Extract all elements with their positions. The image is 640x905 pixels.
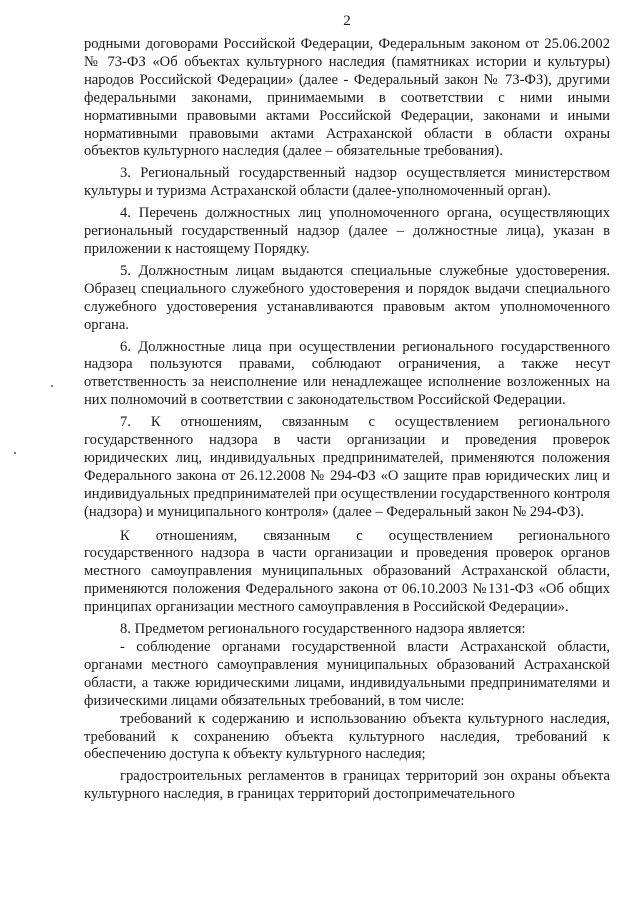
paragraph-8-subitem-2: градостроительных регламентов в границах территорий зон охраны объекта культурного наследия, в границах территорий достопримечательного <box>84 768 610 803</box>
paragraph-8-item: - соблюдение органами государственной власти Астраханской области, органами местного самоуправления муниципальных образований Астраханской области, а также юридическими лицами, индивидуальными предпринимателями и физическими лицами обязательных требований, в том числе: <box>84 639 610 709</box>
page-number: 2 <box>343 13 351 29</box>
paragraph-5: 5. Должностным лицам выдаются специальные служебные удостоверения. Образец специального служебного удостоверения и порядок выдачи специального служебного удостоверения устанавливаются правовым актом уполномоченного органа. <box>84 262 610 333</box>
paragraph-7: 7. К отношениям, связанным с осуществлением регионального государственного надзора в части организации и проведения проверок юридических лиц, индивидуальных предпринимателей, применяются положения Федерального закона от 26.12.2008 № 294-ФЗ «О защите прав юридических лиц и индивидуальных предпринимателей при осуществлении государственного контроля (надзора) и муниципального контроля» (далее – Федеральный закон № 294-ФЗ). <box>84 414 610 520</box>
paragraph-6: 6. Должностные лица при осуществлении регионального государственного надзора пользуются правами, соблюдают ограничения, а также несут ответственность за неисполнение или ненадлежащее исполнение возложенных на них полномочий в соответствии с законодательством Российской Федерации. <box>84 338 610 409</box>
paragraph-3: 3. Региональный государственный надзор осуществляется министерством культуры и туризма Астраханской области (далее-уполномоченный орган). <box>84 165 610 200</box>
paragraph-7-cont: К отношениям, связанным с осуществлением регионального государственного надзора в части организации и проведения проверок органов местного самоуправления муниципальных образований Астраханской области, применяются положения Федерального закона от 06.10.2003 №131-ФЗ «Об общих принципах организации местного самоуправления в Российской Федерации». <box>84 527 610 616</box>
scan-speck <box>14 452 16 454</box>
paragraph-8: 8. Предметом регионального государственного надзора является: <box>120 621 526 638</box>
paragraph-continuation: родными договорами Российской Федерации, Федеральным законом от 25.06.2002 № 73-ФЗ «Об объектах культурного наследия (памятниках истории и культуры) народов Российской Федерации» (далее - Федеральный закон № 73-ФЗ), другими федеральными законами, принимаемыми в соответствии с ними иными нормативными правовыми актами Российской Федерации, законами и иными нормативными правовыми актами Астраханской области в области охраны объектов культурного наследия (далее – обязательные требования). <box>84 36 610 160</box>
document-page <box>84 12 610 804</box>
scan-speck <box>51 385 53 387</box>
paragraph-4: 4. Перечень должностных лиц уполномоченного органа, осуществляющих региональный государственный надзор (далее – должностные лица), указан в приложении к настоящему Порядку. <box>84 205 610 257</box>
paragraph-8-subitem-1: требований к содержанию и использованию объекта культурного наследия, требований к сохранению объекта культурного наследия, требований к обеспечению доступа к объекту культурного наследия; <box>84 710 610 763</box>
